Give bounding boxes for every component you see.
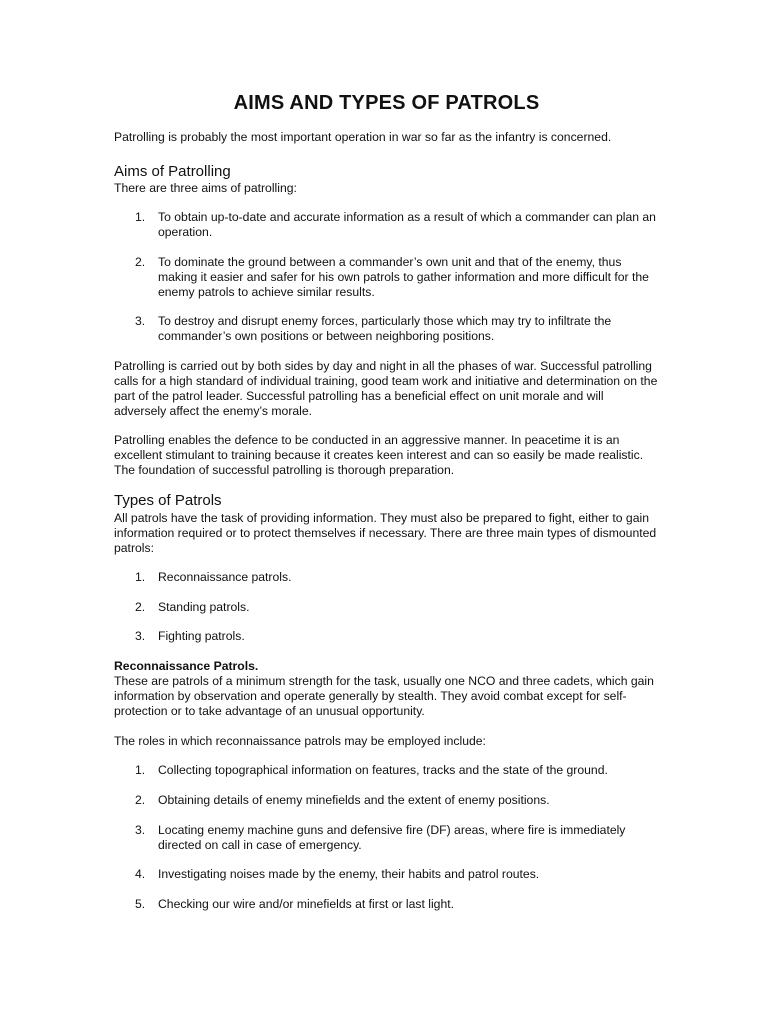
list-item-text: To dominate the ground between a commander’s own unit and that of the enemy, thus making it easier and safer for his own patrols to gather information and more difficult for the enemy patrols to achieve similar results. [158,255,649,299]
list-number: 3. [135,629,146,643]
recon-paragraph: These are patrols of a minimum strength for the task, usually one NCO and three cadets, which gain information by observation and operate generally by stealth. They avoid combat except for self-protection or to take advantage of an unusual opportunity. [114,674,654,718]
list-item-text: Fighting patrols. [158,629,245,643]
list-item [114,823,659,853]
recon-roles-list [114,897,659,912]
list-item [114,210,659,240]
list-number: 3. [135,823,146,837]
list-number: 1. [135,763,146,777]
list-item-text: Collecting topographical information on features, tracks and the state of the ground. [158,763,608,777]
aims-list [114,255,659,300]
list-item [114,570,659,585]
list-item [114,867,659,882]
list-item [114,763,659,778]
list-number: 1. [135,570,146,584]
list-item [114,793,659,808]
list-item [114,314,659,344]
types-heading: Types of Patrols [114,492,222,509]
list-item-text: Standing patrols. [158,600,250,614]
aims-lead: There are three aims of patrolling: [114,181,297,195]
list-item-text: To obtain up-to-date and accurate information as a result of which a commander can plan an operation. [158,210,656,239]
types-list [114,570,659,585]
list-item-text: To destroy and disrupt enemy forces, particularly those which may try to infiltrate the commander’s own positions or between neighboring positions. [158,314,612,343]
list-item-text: Reconnaissance patrols. [158,570,292,584]
aims-list [114,314,659,344]
list-number: 2. [135,793,146,807]
aims-heading: Aims of Patrolling [114,163,231,180]
aims-paragraph-1: Patrolling is carried out by both sides by day and night in all the phases of war. Successful patrolling calls for a high standard of individual training, good team work and initiative and determination on the part of the patrol leader. Successful patrolling has a beneficial effect on unit morale and will adversely affect the enemy’s morale. [114,359,658,418]
recon-roles-list [114,823,659,853]
list-item [114,600,659,615]
list-item-text: Obtaining details of enemy minefields and the extent of enemy positions. [158,793,550,807]
list-number: 1. [135,210,146,224]
list-item-text: Locating enemy machine guns and defensive fire (DF) areas, where fire is immediately directed on call in case of emergency. [158,823,626,852]
list-number: 4. [135,867,146,881]
list-number: 2. [135,600,146,614]
types-list [114,629,659,644]
list-item-text: Checking our wire and/or minefields at first or last light. [158,897,455,911]
list-item [114,255,659,300]
recon-heading: Reconnaissance Patrols. [114,659,259,673]
aims-list [114,210,659,240]
types-list [114,600,659,615]
list-number: 3. [135,314,146,328]
list-item [114,629,659,644]
page-title: AIMS AND TYPES OF PATROLS [233,92,540,114]
intro-paragraph: Patrolling is probably the most important operation in war so far as the infantry is concerned. [114,130,612,144]
list-item-text: Investigating noises made by the enemy, their habits and patrol routes. [158,867,540,881]
recon-roles-list [114,763,659,778]
list-number: 5. [135,897,146,911]
list-number: 2. [135,255,146,269]
aims-paragraph-2: Patrolling enables the defence to be conducted in an aggressive manner. In peacetime it is an excellent stimulant to training because it creates keen interest and can so easily be made realistic. The foundation of successful patrolling is thorough preparation. [114,433,644,477]
recon-roles-lead: The roles in which reconnaissance patrols may be employed include: [114,734,486,748]
types-lead: All patrols have the task of providing information. They must also be prepared to fight, either to gain information required or to protect themselves if necessary. There are three main types of dismounted patrols: [114,511,657,555]
recon-roles-list [114,793,659,808]
list-item [114,897,659,912]
recon-roles-list [114,867,659,882]
